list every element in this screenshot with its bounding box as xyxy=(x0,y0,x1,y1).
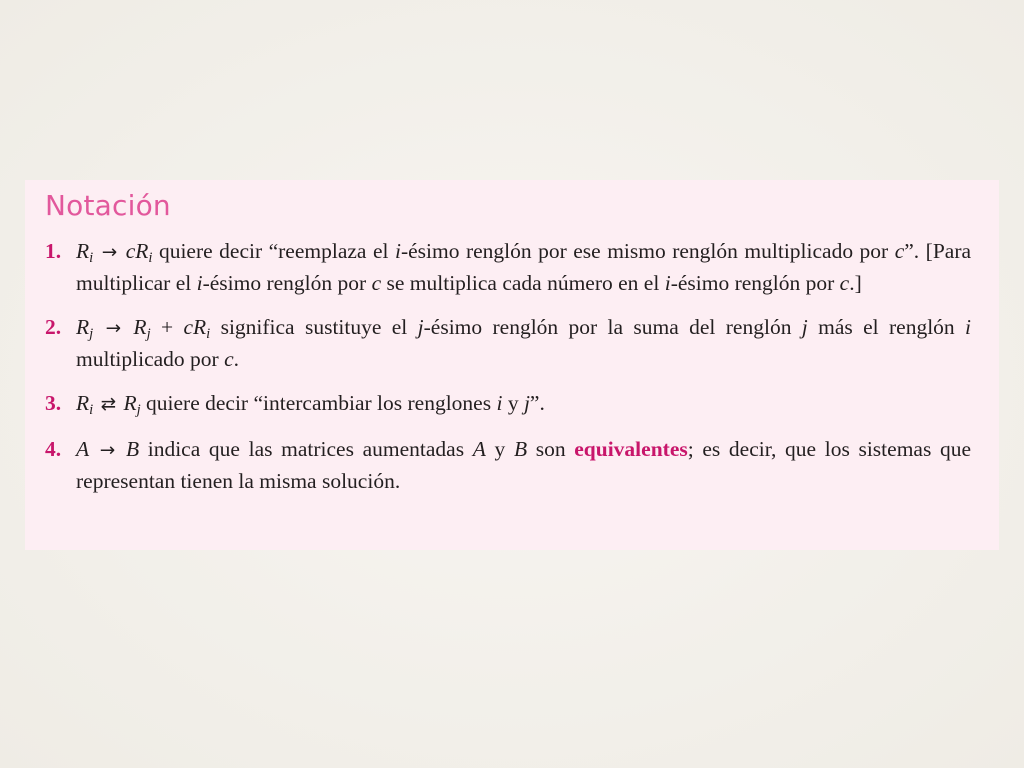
item-number: 2. xyxy=(45,315,62,339)
right-arrow-icon: → xyxy=(101,242,118,263)
item-number: 3. xyxy=(45,391,62,415)
notation-item-3: 3. $R_i$ ⇄ $R_j$ quiere decir “intercambiar los renglones i y j”. xyxy=(45,388,971,420)
item-number: 4. xyxy=(45,437,62,461)
notation-item-1: 1. $R_i \to cR_i$ quiere decir “reemplaza el i-ésimo renglón por ese mismo renglón multiplicado por c”. [Para multiplicar el i-ésimo renglón por c se multiplica cada número en el i-ésimo renglón por c.] xyxy=(45,236,971,298)
item-number: 1. xyxy=(45,239,62,263)
right-arrow-icon: → xyxy=(99,440,116,461)
notation-item-2: 2. $R_j \to R_j + cR_i$ significa sustituye el j-ésimo renglón por la suma del renglón j más el renglón i multiplicado por c. xyxy=(45,312,971,374)
swap-arrows-icon: ⇄ xyxy=(100,394,117,415)
keyword-equivalentes: equivalentes xyxy=(574,437,688,461)
notation-item-4: 4. A → B indica que las matrices aumentadas A y B son equivalentes; es decir, que los sistemas que representan tienen la misma solución. xyxy=(45,434,971,496)
notation-box xyxy=(25,180,999,550)
right-arrow-icon: → xyxy=(105,318,122,339)
notation-title: Notación xyxy=(45,189,171,222)
